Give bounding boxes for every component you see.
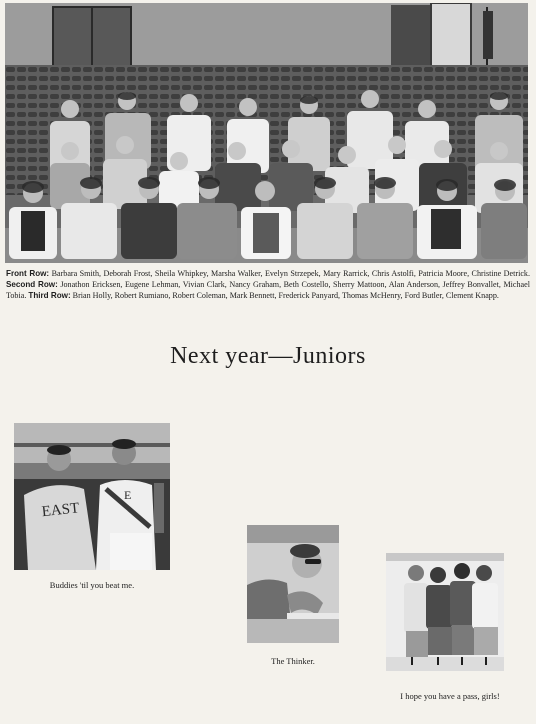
girls-photo: [386, 553, 504, 671]
class-group-photo: [5, 3, 528, 263]
thinker-caption: The Thinker.: [271, 656, 315, 666]
third-row-names: Brian Holly, Robert Rumiano, Robert Coleman, Mark Bennett, Frederick Panyard, Thomas McHenry, Ford Butler, Clement Knapp.: [72, 290, 499, 300]
buddies-caption: Buddies 'til you beat me.: [49, 580, 135, 590]
thinker-photo: [247, 525, 339, 643]
page-heading: Next year—Juniors: [170, 343, 366, 369]
east-shirt-text: EAST: [41, 500, 80, 521]
second-row-names: Jonathon Ericksen, Eugene Lehman, Vivian Clark, Nancy Graham, Beth Costello, Sherry Mattoon, Alan Anderson, Jeffrey Bonvallet, Michael Tobia.: [6, 279, 530, 300]
girls-caption: I hope you have a pass, girls!: [400, 691, 500, 701]
class-roster-caption: [6, 269, 530, 301]
front-row-label: Front Row:: [6, 269, 50, 278]
buddies-photo: [14, 423, 170, 570]
third-row-label: Third Row:: [28, 290, 71, 300]
front-row-names: Barbara Smith, Deborah Frost, Sheila Whipkey, Marsha Walker, Evelyn Strzepek, Mary Rarrick, Chris Astolfi, Patricia Moore, Christine Detrick.: [51, 269, 530, 278]
e-shirt-text: E: [124, 488, 132, 502]
second-row-label: Second Row:: [6, 279, 58, 289]
